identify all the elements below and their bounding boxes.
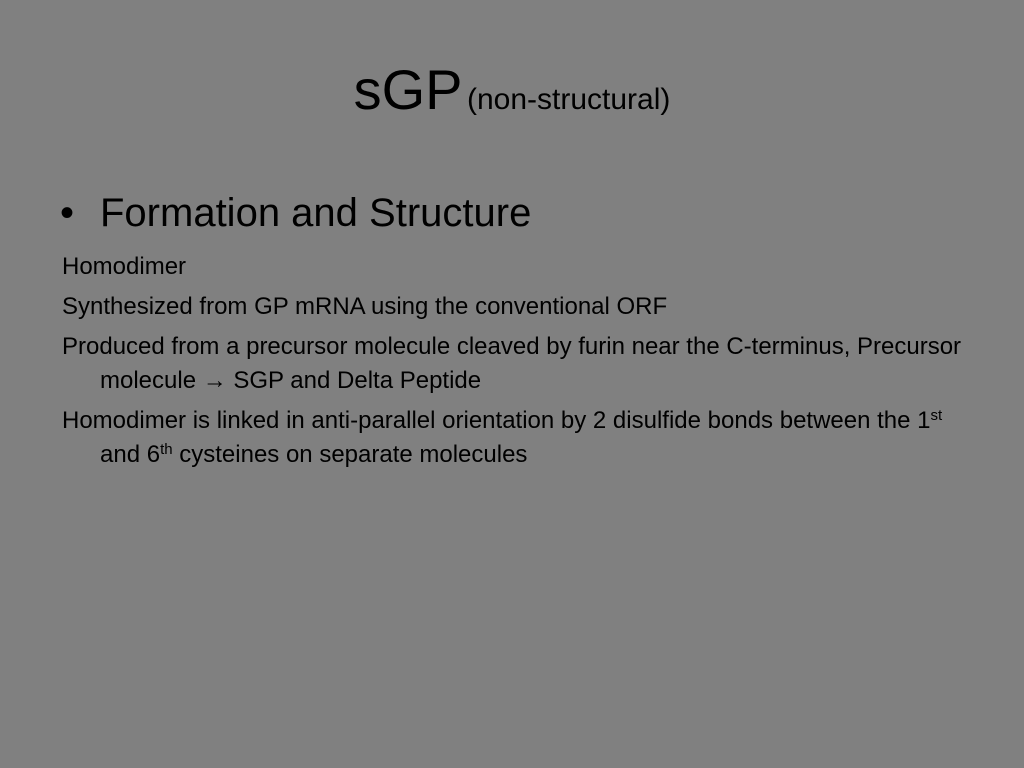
body-lines: [62, 250, 962, 478]
bullet-heading-text: Formation and Structure: [100, 191, 532, 235]
title-main: sGP: [353, 58, 463, 121]
line-linked-part-c: cysteines on separate molecules: [172, 441, 528, 468]
bullet-heading: [60, 190, 531, 236]
line-linked: [62, 404, 962, 472]
slide-title: [0, 58, 1024, 121]
line-linked-part-a: Homodimer is linked in anti-parallel orientation by 2 disulfide bonds between the 1: [62, 407, 931, 434]
superscript-st: st: [930, 407, 943, 424]
line-synthesized: Synthesized from GP mRNA using the conventional ORF: [62, 293, 668, 320]
line-homodimer: Homodimer: [62, 253, 187, 280]
line-produced: Produced from a precursor molecule cleaved by furin near the C-terminus, Precursor molecule → SGP and Delta Peptide: [62, 333, 962, 394]
title-subtitle: (non-structural): [466, 83, 671, 116]
superscript-th: th: [160, 441, 173, 458]
line-linked-part-b: and 6: [100, 441, 161, 468]
bullet-dot: •: [60, 191, 75, 235]
